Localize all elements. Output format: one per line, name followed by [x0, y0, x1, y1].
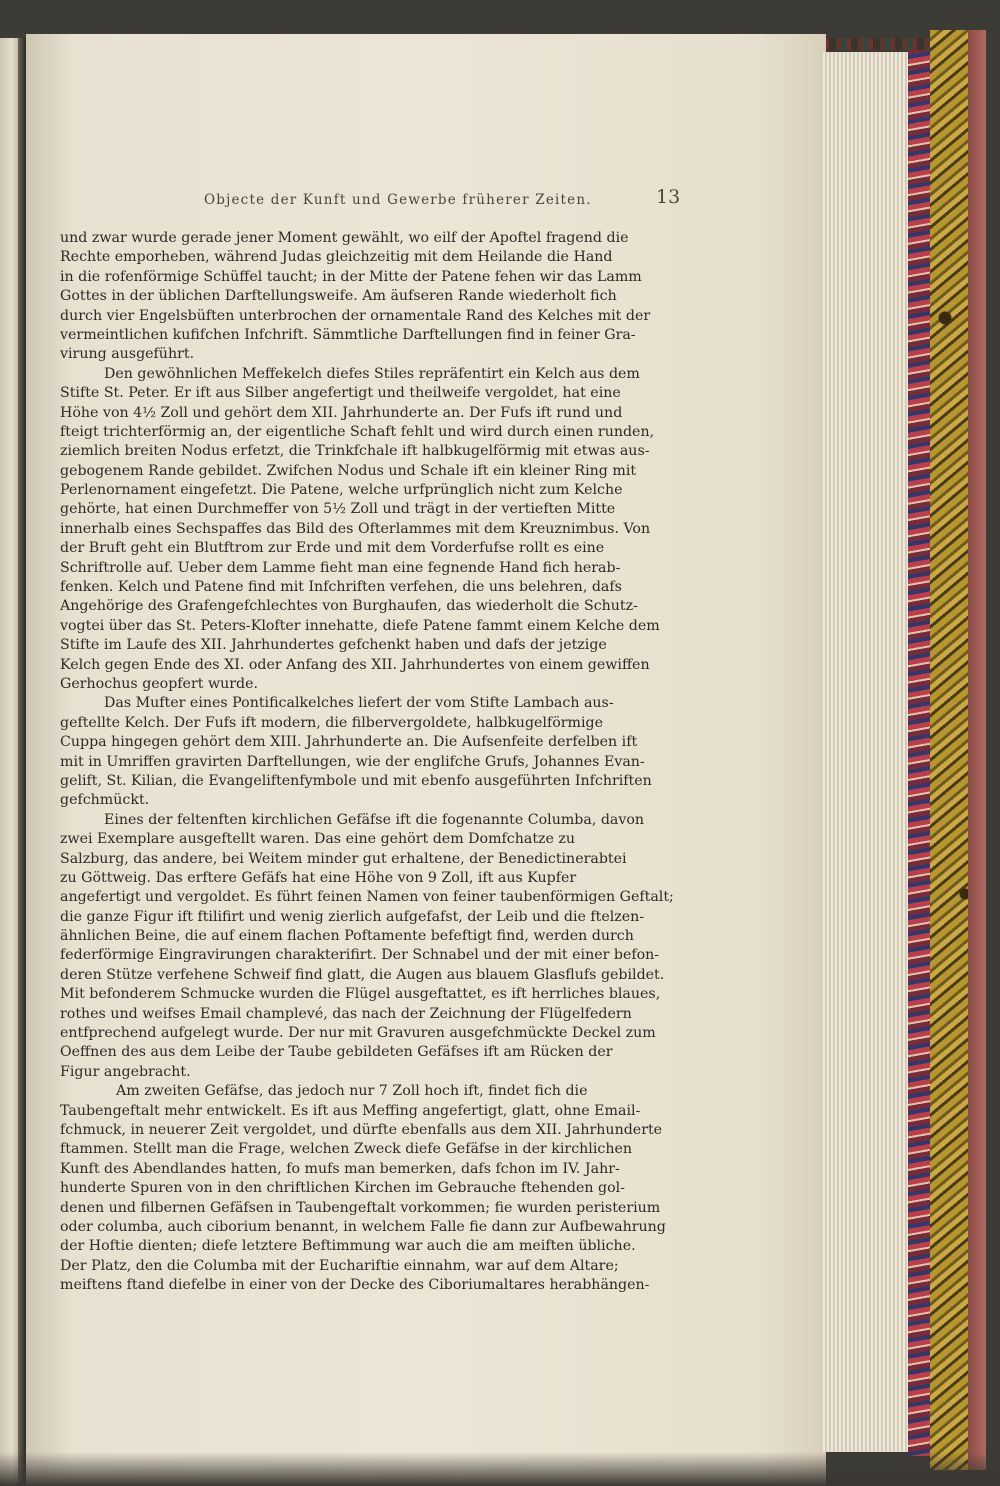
text-line: entfprechend aufgelegt wurde. Der nur mit Gravuren ausgefchmückte Deckel zum [60, 1025, 656, 1042]
text-line: vermeintlichen kufifchen Infchrift. Sämmtliche Darftellungen find in feiner Gra- [60, 326, 636, 343]
book-gutter [18, 38, 26, 1486]
text-line: fchmuck, in neuerer Zeit vergoldet, und dürfte ebenfalls aus dem XII. Jahrhunderte [60, 1121, 663, 1138]
body-text [60, 229, 682, 1295]
text-line: oder columba, auch ciborium benannt, in welchem Falle fie dann zur Aufbewahrung [60, 1218, 666, 1235]
text-line: Eines der feltenften kirchlichen Gefäfse ift die fogenannte Columba, davon [104, 811, 645, 828]
text-line: Am zweiten Gefäfse, das jedoch nur 7 Zoll hoch ift, findet fich die [116, 1083, 588, 1100]
text-line: innerhalb eines Sechspaffes das Bild des Ofterlammes mit dem Kreuznimbus. Von [60, 520, 651, 537]
text-line: Taubengeftalt mehr entwickelt. Es ift aus Meffing angefertigt, glatt, ohne Email- [60, 1102, 641, 1119]
text-line: federförmige Eingravirungen charakterifirt. Der Schnabel und der mit einer befon- [60, 947, 660, 964]
text-line: ähnlichen Beine, die auf einem flachen Poftamente befeftigt find, werden durch [60, 928, 634, 945]
text-line: meiftens ftand diefelbe in einer von der Decke des Ciboriumaltares herabhängen- [60, 1277, 650, 1294]
text-line: in die rofenförmige Schüffel taucht; in der Mitte der Patene fehen wir das Lamm [60, 268, 642, 285]
text-line: gebogenem Rande gebildet. Zwifchen Nodus und Schale ift ein kleiner Ring mit [60, 462, 637, 479]
text-line: Mit befonderem Schmucke wurden die Flügel ausgeftattet, es ift herrliches blaues, [60, 986, 661, 1003]
text-line: gefchmückt. [60, 792, 150, 809]
text-line: denen und filbernen Gefäfsen in Taubengeftalt vorkommen; fie wurden peristerium [60, 1199, 661, 1216]
text-line: Stifte St. Peter. Er ift aus Silber angefertigt und theilweife vergoldet, hat eine [60, 385, 621, 402]
text-line: Rechte emporheben, während Judas gleichzeitig mit dem Heilande die Hand [60, 249, 613, 266]
text-line: angefertigt und vergoldet. Es führt feinen Namen von feiner taubenförmigen Geftalt; [60, 889, 674, 906]
left-page-edge [0, 38, 20, 1486]
page-number: 13 [656, 186, 681, 208]
page-block-edges [822, 52, 914, 1452]
text-line: Figur angebracht. [60, 1063, 191, 1080]
text-line: der Bruft geht ein Blutftrom zur Erde und mit dem Vorderfufse rollt es eine [60, 540, 605, 557]
text-line: zu Göttweig. Das erftere Gefäfs hat eine Höhe von 9 Zoll, ift aus Kupfer [60, 869, 577, 886]
text-line: geftellte Kelch. Der Fufs ift modern, die filbervergoldete, halbkugelförmige [60, 714, 604, 731]
text-line: Höhe von 4½ Zoll und gehört dem XII. Jahrhunderte an. Der Fufs ift rund und [60, 404, 623, 421]
text-line: hunderte Spuren von in den chriftlichen Kirchen im Gebrauche ftehenden gol- [60, 1180, 625, 1197]
text-line: vogtei über das St. Peters-Klofter innehatte, diefe Patene fammt einem Kelche dem [60, 617, 660, 634]
text-line: gelift, St. Kilian, die Evangeliftenfymbole und mit ebenfo ausgeführten Infchriften [60, 772, 652, 789]
text-line: rothes und weifses Email champlevé, das nach der Zeichnung der Flügelfedern [60, 1005, 632, 1022]
text-line: gehörte, hat einen Durchmeffer von 5½ Zoll und trägt in der vertieften Mitte [60, 501, 616, 518]
text-line: ftammen. Stellt man die Frage, welchen Zweck diefe Gefäfse in der kirchlichen [60, 1141, 632, 1158]
text-line: Der Platz, den die Columba mit der Euchariftie einnahm, war auf dem Altare; [60, 1257, 619, 1274]
text-line: Cuppa hingegen gehört dem XIII. Jahrhunderte an. Die Aufsenfeite derfelben ift [60, 734, 638, 751]
text-line: Perlenornament eingefetzt. Die Patene, welche urfprünglich nicht zum Kelche [60, 482, 623, 499]
text-line: Stifte im Laufe des XII. Jahrhundertes gefchenkt haben und dafs der jetzige [60, 637, 607, 654]
text-line: Gottes in der üblichen Darftellungsweife. Am äufseren Rande wiederholt fich [60, 288, 617, 305]
text-line: Oeffnen des aus dem Leibe der Taube gebildeten Gefäfses ift am Rücken der [60, 1044, 613, 1061]
text-line: mit in Umriffen gravirten Darftellungen, wie der englifche Grufs, Johannes Evan- [60, 753, 645, 770]
text-line: zwei Exemplare ausgeftellt waren. Das eine gehört dem Domfchatze zu [60, 831, 576, 848]
text-line: fenken. Kelch und Patene find mit Infchriften verfehen, die uns belehren, dafs [60, 579, 622, 596]
bottom-shadow [0, 1452, 1000, 1486]
text-line: Salzburg, das andere, bei Weitem minder gut erhaltene, der Benedictinerabtei [60, 850, 627, 867]
text-line: deren Stütze verfehene Schweif find glatt, die Augen aus blauem Glasflufs gebildet. [60, 966, 665, 983]
text-line: fteigt trichterförmig an, der eigentliche Schaft fehlt und wird durch einen runden, [60, 423, 655, 440]
text-line: die ganze Figur ift ftilifirt und wenig zierlich aufgefafst, der Leib und die ftelzen- [60, 908, 645, 925]
text-line: durch vier Engelsbüften unterbrochen der ornamentale Rand des Kelches mit der [60, 307, 651, 324]
running-title: Objecte der Kunft und Gewerbe früherer Zeiten. [204, 192, 592, 208]
text-line: ziemlich breiten Nodus erfetzt, die Trinkfchale ift halbkugelförmig mit etwas aus- [60, 443, 650, 460]
text-line: Schriftrolle auf. Ueber dem Lamme fieht man eine fegnende Hand fich herab- [60, 559, 621, 576]
text-line: virung ausgeführt. [60, 346, 195, 363]
text-line: Gerhochus geopfert wurde. [60, 675, 258, 692]
text-line: Den gewöhnlichen Meffekelch diefes Stiles repräfentirt ein Kelch aus dem [104, 365, 640, 382]
text-line: der Hoftie dienten; diefe letztere Beftimmung war auch die am meiften übliche. [60, 1238, 636, 1255]
text-line: Kelch gegen Ende des XI. oder Anfang des XII. Jahrhundertes von einem gewiffen [60, 656, 650, 673]
text-line: und zwar wurde gerade jener Moment gewählt, wo eilf der Apoftel fragend die [60, 230, 629, 246]
text-line: Angehörige des Grafengefchlechtes von Burghaufen, das wiederholt die Schutz- [60, 598, 638, 615]
cover-binding [968, 30, 986, 1470]
text-line: Das Mufter eines Pontificalkelches liefert der vom Stifte Lambach aus- [104, 695, 614, 712]
text-line: Kunft des Abendlandes hatten, fo mufs man bemerken, dafs fchon im IV. Jahr- [60, 1160, 620, 1177]
